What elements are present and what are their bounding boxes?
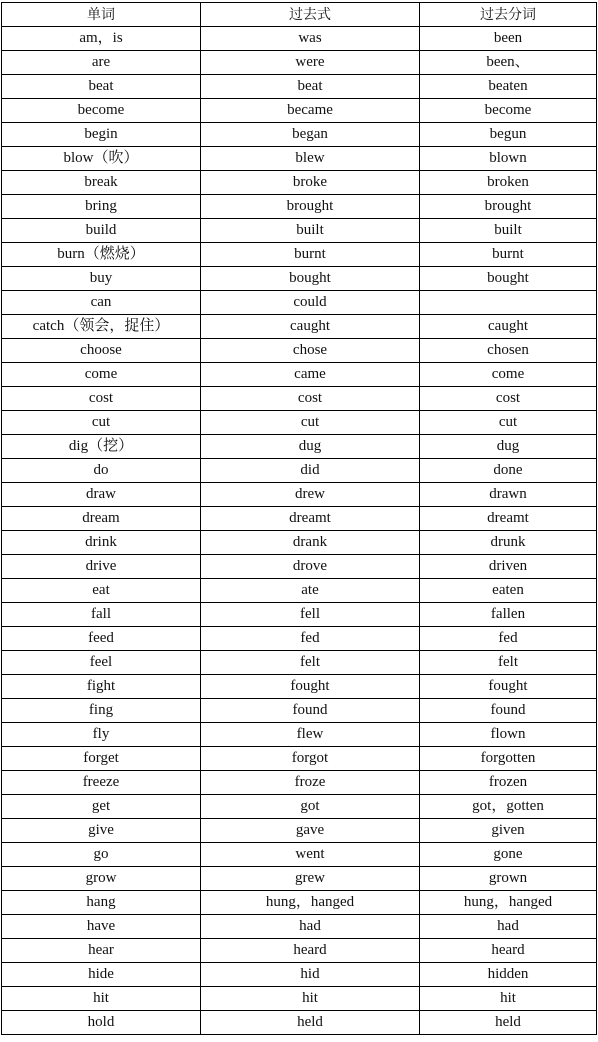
cell-past-participle: eaten: [420, 579, 597, 603]
cell-word: cost: [2, 387, 201, 411]
table-row: [2, 171, 597, 195]
table-row: [2, 27, 597, 51]
cell-word: come: [2, 363, 201, 387]
cell-past-tense: held: [201, 1011, 420, 1035]
table-row: [2, 531, 597, 555]
table-row: [2, 771, 597, 795]
cell-word: choose: [2, 339, 201, 363]
table-row: [2, 555, 597, 579]
cell-past-tense: was: [201, 27, 420, 51]
table-row: [2, 267, 597, 291]
cell-past-tense: flew: [201, 723, 420, 747]
cell-past-participle: dreamt: [420, 507, 597, 531]
cell-past-tense: went: [201, 843, 420, 867]
cell-past-participle: flown: [420, 723, 597, 747]
table-body: [2, 27, 597, 1035]
cell-past-participle: hit: [420, 987, 597, 1011]
cell-past-tense: ate: [201, 579, 420, 603]
cell-past-tense: became: [201, 99, 420, 123]
cell-past-participle: dug: [420, 435, 597, 459]
cell-word: fall: [2, 603, 201, 627]
table-row: [2, 579, 597, 603]
cell-word: feed: [2, 627, 201, 651]
cell-word: drive: [2, 555, 201, 579]
cell-past-participle: built: [420, 219, 597, 243]
cell-word: have: [2, 915, 201, 939]
table-row: [2, 435, 597, 459]
cell-word: become: [2, 99, 201, 123]
cell-word: fing: [2, 699, 201, 723]
cell-past-tense: did: [201, 459, 420, 483]
cell-past-tense: cost: [201, 387, 420, 411]
cell-word: bring: [2, 195, 201, 219]
cell-word: forget: [2, 747, 201, 771]
table-row: [2, 291, 597, 315]
table-row: [2, 1011, 597, 1035]
table-row: [2, 627, 597, 651]
cell-past-participle: cut: [420, 411, 597, 435]
cell-word: fly: [2, 723, 201, 747]
cell-past-participle: driven: [420, 555, 597, 579]
table-row: [2, 651, 597, 675]
cell-past-participle: chosen: [420, 339, 597, 363]
cell-past-tense: hit: [201, 987, 420, 1011]
table-row: [2, 795, 597, 819]
cell-past-participle: broken: [420, 171, 597, 195]
cell-past-tense: fought: [201, 675, 420, 699]
cell-past-tense: grew: [201, 867, 420, 891]
cell-word: grow: [2, 867, 201, 891]
header-row: [2, 3, 597, 27]
cell-word: draw: [2, 483, 201, 507]
cell-past-participle: done: [420, 459, 597, 483]
cell-past-tense: drew: [201, 483, 420, 507]
cell-word: burn（燃烧）: [2, 243, 201, 267]
table-row: [2, 195, 597, 219]
cell-past-tense: came: [201, 363, 420, 387]
table-row: [2, 51, 597, 75]
cell-past-participle: hung，hanged: [420, 891, 597, 915]
table-row: [2, 75, 597, 99]
cell-past-participle: given: [420, 819, 597, 843]
cell-past-tense: dreamt: [201, 507, 420, 531]
cell-past-tense: dug: [201, 435, 420, 459]
header-past-tense: 过去式: [201, 3, 420, 27]
cell-past-tense: drank: [201, 531, 420, 555]
cell-past-participle: come: [420, 363, 597, 387]
cell-past-participle: [420, 291, 597, 315]
table-row: [2, 339, 597, 363]
cell-past-participle: fought: [420, 675, 597, 699]
cell-past-participle: fed: [420, 627, 597, 651]
cell-past-participle: become: [420, 99, 597, 123]
table-row: [2, 459, 597, 483]
cell-word: cut: [2, 411, 201, 435]
table-row: [2, 123, 597, 147]
cell-word: dig（挖）: [2, 435, 201, 459]
table-row: [2, 963, 597, 987]
cell-past-tense: caught: [201, 315, 420, 339]
cell-past-participle: cost: [420, 387, 597, 411]
cell-past-participle: got，gotten: [420, 795, 597, 819]
table-row: [2, 939, 597, 963]
cell-past-tense: built: [201, 219, 420, 243]
table-row: [2, 483, 597, 507]
cell-past-tense: had: [201, 915, 420, 939]
table-row: [2, 819, 597, 843]
cell-word: get: [2, 795, 201, 819]
cell-past-participle: had: [420, 915, 597, 939]
irregular-verbs-table: [1, 2, 597, 1035]
cell-past-tense: brought: [201, 195, 420, 219]
cell-past-participle: felt: [420, 651, 597, 675]
cell-past-tense: burnt: [201, 243, 420, 267]
cell-past-participle: blown: [420, 147, 597, 171]
table-row: [2, 867, 597, 891]
cell-word: buy: [2, 267, 201, 291]
cell-word: build: [2, 219, 201, 243]
table-row: [2, 987, 597, 1011]
table-row: [2, 891, 597, 915]
cell-word: feel: [2, 651, 201, 675]
cell-word: eat: [2, 579, 201, 603]
table-row: [2, 699, 597, 723]
cell-past-tense: were: [201, 51, 420, 75]
table-row: [2, 603, 597, 627]
cell-past-tense: gave: [201, 819, 420, 843]
cell-word: freeze: [2, 771, 201, 795]
cell-word: drink: [2, 531, 201, 555]
cell-word: hold: [2, 1011, 201, 1035]
cell-past-tense: blew: [201, 147, 420, 171]
cell-word: dream: [2, 507, 201, 531]
cell-past-participle: hidden: [420, 963, 597, 987]
cell-past-participle: burnt: [420, 243, 597, 267]
cell-word: begin: [2, 123, 201, 147]
cell-word: blow（吹）: [2, 147, 201, 171]
cell-past-tense: froze: [201, 771, 420, 795]
cell-past-participle: been、: [420, 51, 597, 75]
table-row: [2, 723, 597, 747]
cell-word: can: [2, 291, 201, 315]
cell-past-participle: held: [420, 1011, 597, 1035]
table-row: [2, 315, 597, 339]
cell-past-participle: been: [420, 27, 597, 51]
cell-past-tense: forgot: [201, 747, 420, 771]
cell-word: give: [2, 819, 201, 843]
table-row: [2, 507, 597, 531]
header-past-participle: 过去分词: [420, 3, 597, 27]
cell-word: do: [2, 459, 201, 483]
cell-word: hang: [2, 891, 201, 915]
table-row: [2, 387, 597, 411]
cell-past-participle: caught: [420, 315, 597, 339]
cell-past-participle: found: [420, 699, 597, 723]
cell-past-tense: felt: [201, 651, 420, 675]
cell-past-participle: grown: [420, 867, 597, 891]
header-word: 单词: [2, 3, 201, 27]
cell-past-tense: heard: [201, 939, 420, 963]
cell-word: fight: [2, 675, 201, 699]
cell-past-tense: found: [201, 699, 420, 723]
cell-past-tense: could: [201, 291, 420, 315]
cell-past-participle: forgotten: [420, 747, 597, 771]
cell-past-participle: brought: [420, 195, 597, 219]
cell-word: hear: [2, 939, 201, 963]
cell-past-tense: got: [201, 795, 420, 819]
cell-past-tense: bought: [201, 267, 420, 291]
cell-past-tense: beat: [201, 75, 420, 99]
cell-past-participle: heard: [420, 939, 597, 963]
cell-word: hide: [2, 963, 201, 987]
cell-past-tense: hid: [201, 963, 420, 987]
table-row: [2, 915, 597, 939]
cell-past-participle: bought: [420, 267, 597, 291]
table-row: [2, 243, 597, 267]
cell-past-participle: fallen: [420, 603, 597, 627]
cell-past-participle: gone: [420, 843, 597, 867]
table-row: [2, 411, 597, 435]
cell-past-tense: broke: [201, 171, 420, 195]
cell-word: hit: [2, 987, 201, 1011]
cell-word: beat: [2, 75, 201, 99]
table-row: [2, 99, 597, 123]
cell-past-tense: chose: [201, 339, 420, 363]
cell-past-participle: drunk: [420, 531, 597, 555]
table-row: [2, 219, 597, 243]
cell-word: go: [2, 843, 201, 867]
cell-past-tense: fed: [201, 627, 420, 651]
cell-word: break: [2, 171, 201, 195]
cell-past-tense: began: [201, 123, 420, 147]
cell-past-tense: cut: [201, 411, 420, 435]
cell-past-tense: hung，hanged: [201, 891, 420, 915]
table-row: [2, 363, 597, 387]
table-row: [2, 747, 597, 771]
cell-past-tense: drove: [201, 555, 420, 579]
cell-past-participle: drawn: [420, 483, 597, 507]
cell-word: catch（领会，捉住）: [2, 315, 201, 339]
table-row: [2, 843, 597, 867]
cell-past-tense: fell: [201, 603, 420, 627]
table-row: [2, 675, 597, 699]
cell-past-participle: beaten: [420, 75, 597, 99]
cell-past-participle: begun: [420, 123, 597, 147]
table-row: [2, 147, 597, 171]
cell-word: am，is: [2, 27, 201, 51]
cell-word: are: [2, 51, 201, 75]
cell-past-participle: frozen: [420, 771, 597, 795]
